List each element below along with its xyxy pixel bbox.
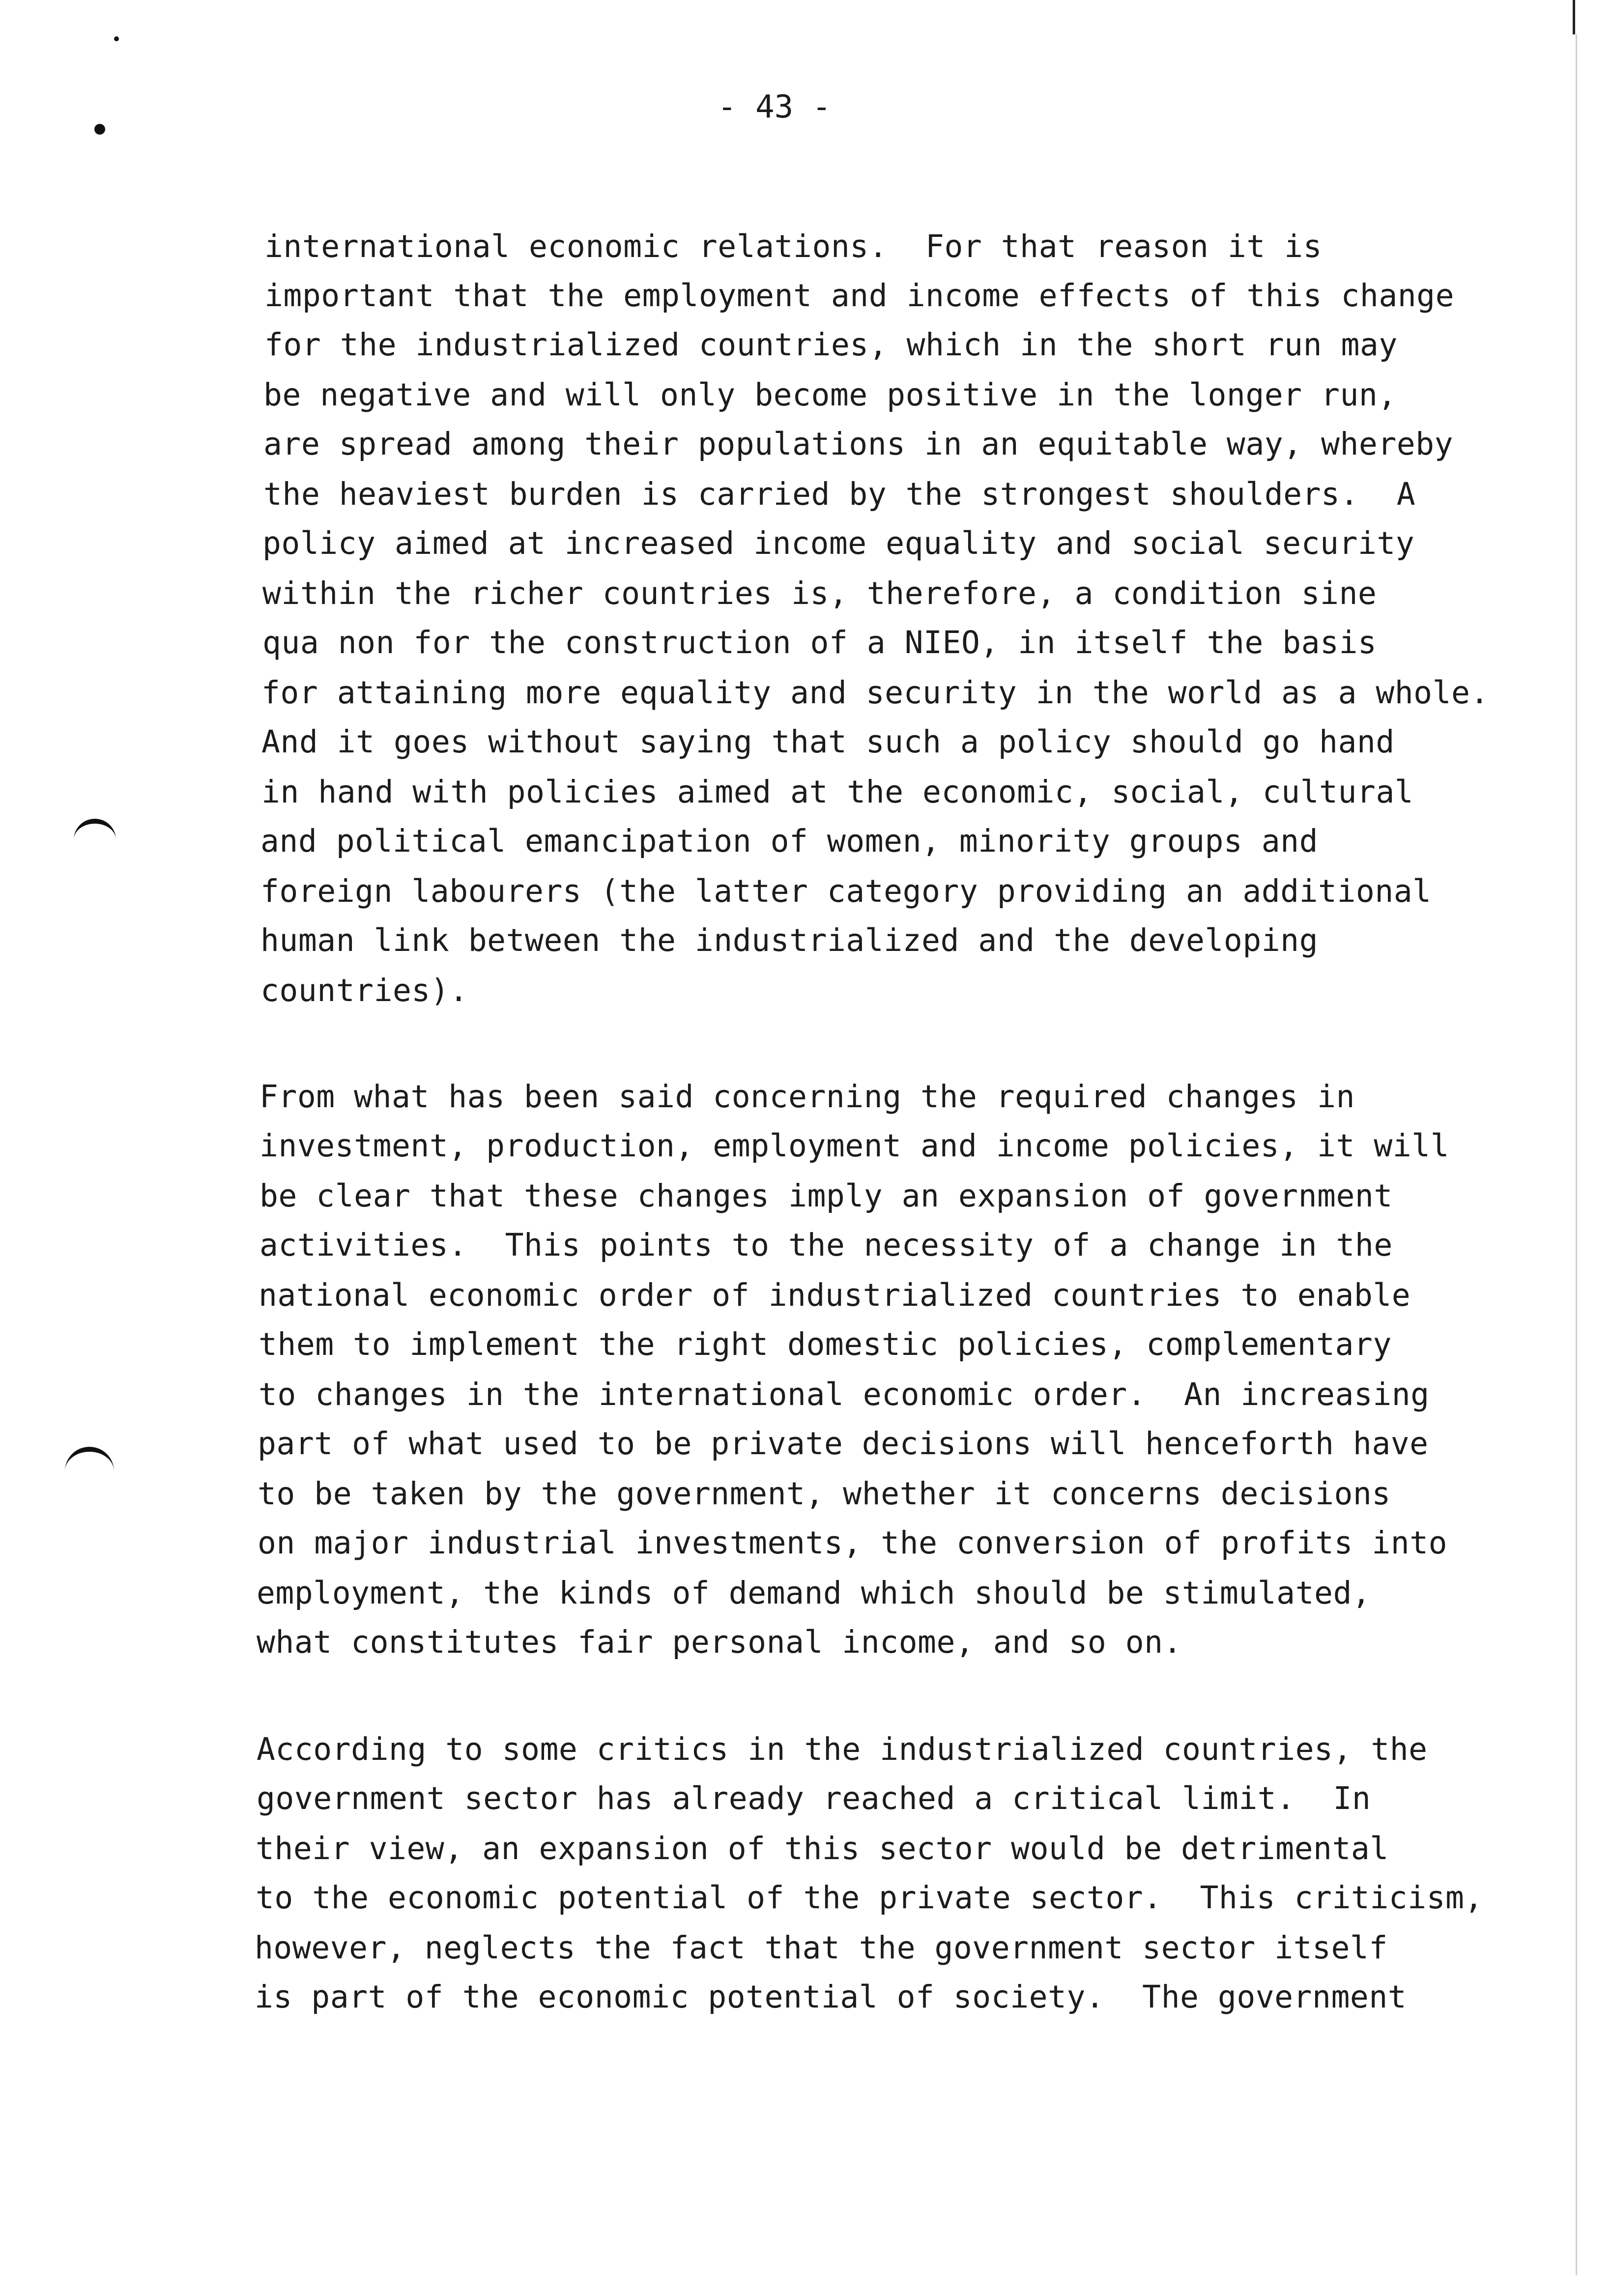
page-edge-mark	[1573, 0, 1575, 34]
text-line: human link between the industrialized and the developing	[260, 922, 1319, 958]
text-line: what constitutes fair personal income, and so on.	[257, 1624, 1182, 1660]
text-line: international economic relations. For that reason it is	[264, 229, 1323, 264]
punch-hole-mark	[94, 124, 105, 135]
text-line: to be taken by the government, whether it concerns decisions	[258, 1476, 1391, 1512]
text-line: government sector has already reached a critical limit. In	[257, 1780, 1371, 1816]
text-line: qua non for the construction of a NIEO, in itself the basis	[262, 625, 1377, 660]
page-number: - 43 -	[718, 89, 832, 125]
text-line: for attaining more equality and security in the world as a whole.	[261, 675, 1489, 711]
text-line: the heaviest burden is carried by the strongest shoulders. A	[263, 476, 1416, 512]
text-line: According to some critics in the industrialized countries, the	[257, 1731, 1428, 1767]
text-line: investment, production, employment and income policies, it will	[259, 1128, 1450, 1164]
text-line: in hand with policies aimed at the economic, social, cultural	[261, 774, 1414, 810]
page-edge-line	[1576, 34, 1577, 2275]
text-line: be negative and will only become positive in the longer run,	[263, 377, 1397, 413]
text-line: and political emancipation of women, minority groups and	[260, 823, 1319, 859]
text-line: however, neglects the fact that the government sector itself	[255, 1930, 1388, 1966]
text-line: From what has been said concerning the required changes in	[259, 1079, 1355, 1115]
text-line: employment, the kinds of demand which should be stimulated,	[257, 1575, 1371, 1611]
text-line: for the industrialized countries, which in the short run may	[264, 327, 1398, 363]
text-line: is part of the economic potential of society. The government	[255, 1979, 1407, 2015]
text-line: them to implement the right domestic policies, complementary	[259, 1326, 1392, 1362]
text-line: are spread among their populations in an equitable way, whereby	[263, 426, 1454, 462]
text-line: be clear that these changes imply an expansion of government	[259, 1178, 1393, 1214]
speck-mark	[114, 36, 119, 41]
text-line: national economic order of industrialized countries to enable	[259, 1277, 1411, 1313]
text-line: to changes in the international economic order. An increasing	[259, 1377, 1430, 1412]
text-line: within the richer countries is, therefore, a condition sine	[262, 575, 1377, 611]
text-line: countries).	[260, 973, 468, 1008]
text-line: important that the employment and income effects of this change	[264, 278, 1455, 314]
text-line: activities. This points to the necessity of a change in the	[259, 1227, 1393, 1263]
binding-mark-bottom	[65, 1447, 114, 1471]
text-line: And it goes without saying that such a policy should go hand	[261, 724, 1395, 760]
text-line: on major industrial investments, the conversion of profits into	[258, 1525, 1448, 1561]
text-line: their view, an expansion of this sector would be detrimental	[256, 1831, 1389, 1866]
text-line: part of what used to be private decisions will henceforth have	[258, 1426, 1429, 1462]
text-line: foreign labourers (the latter category providing an additional	[260, 873, 1432, 909]
binding-mark-top	[74, 819, 116, 843]
text-line: to the economic potential of the private sector. This criticism,	[256, 1880, 1483, 1916]
text-line: policy aimed at increased income equality and social security	[262, 525, 1415, 561]
